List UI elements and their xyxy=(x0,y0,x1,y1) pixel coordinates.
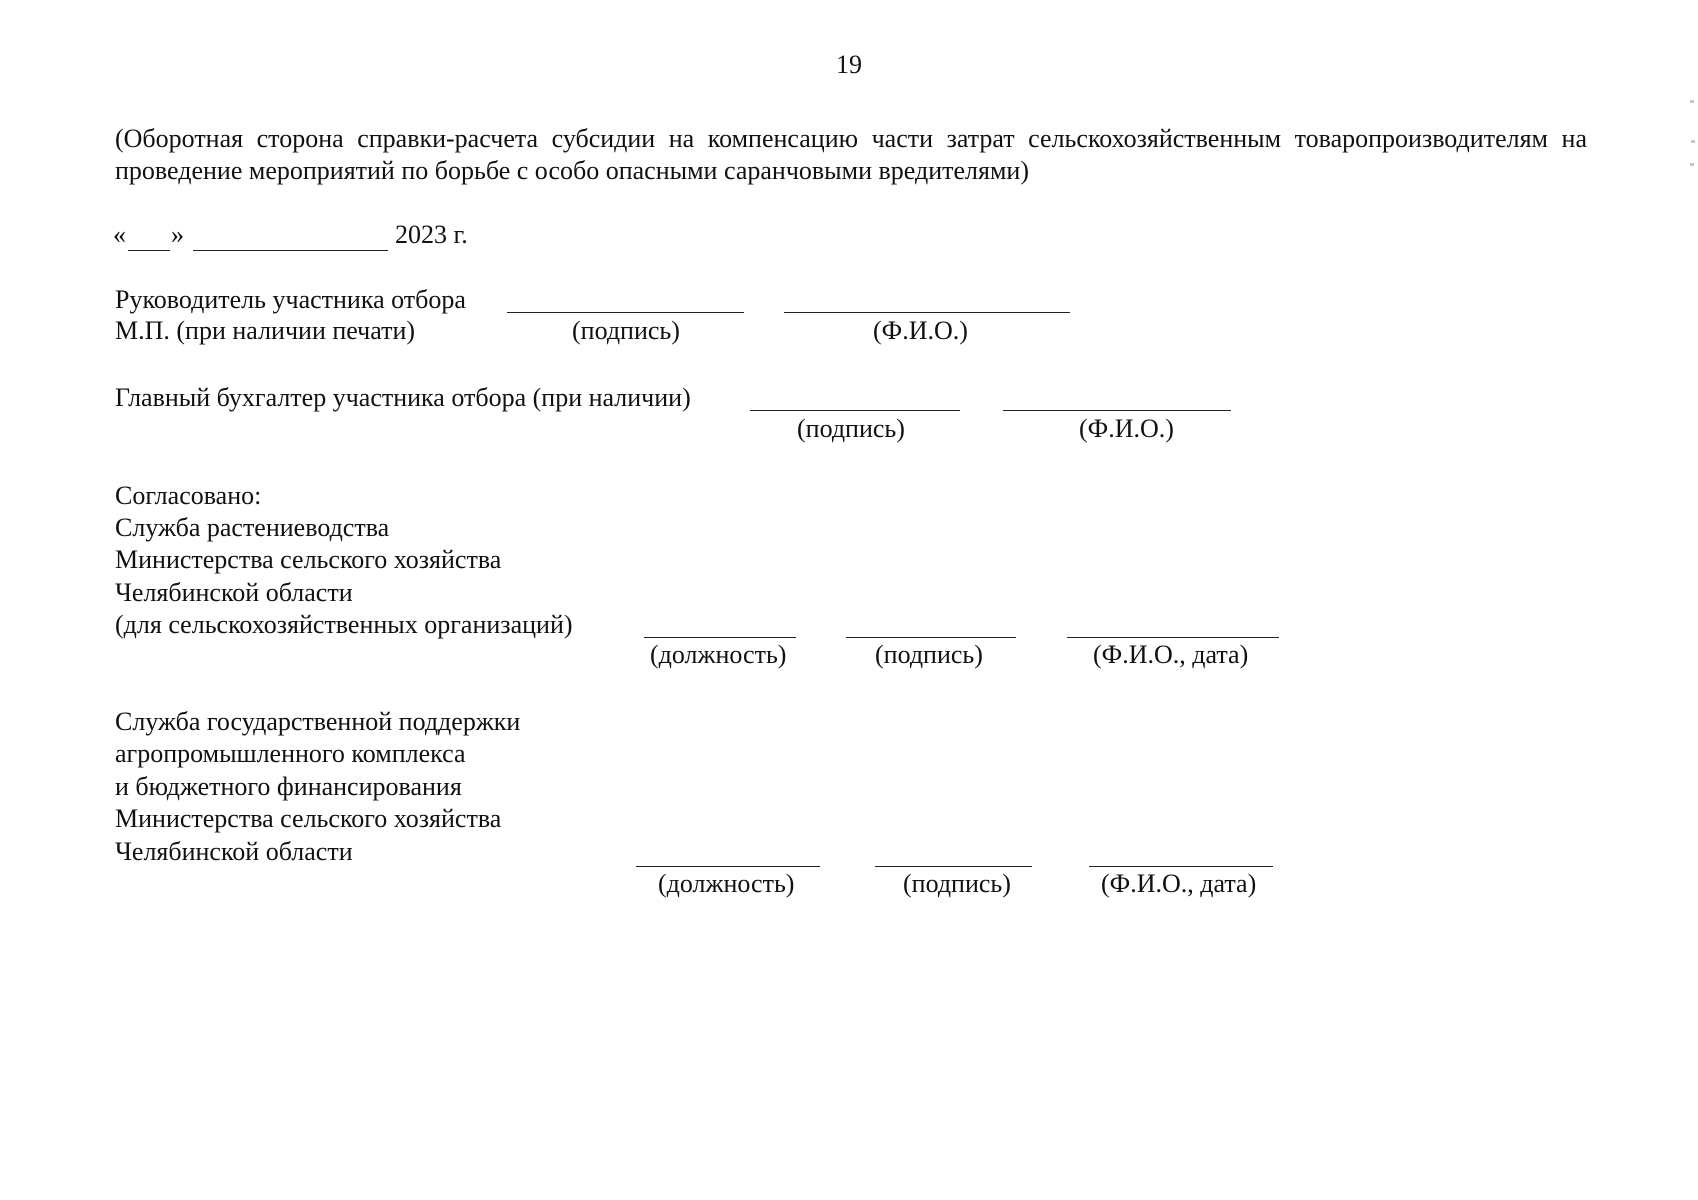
support-line: Служба государственной поддержки xyxy=(115,707,521,736)
agreed-signature-line xyxy=(846,637,1016,638)
head-signature-caption: (подпись) xyxy=(572,316,680,345)
head-name-caption: (Ф.И.О.) xyxy=(873,316,968,345)
accountant-name-caption: (Ф.И.О.) xyxy=(1079,414,1174,443)
agreed-name-caption: (Ф.И.О., дата) xyxy=(1093,640,1249,669)
stamp-label: М.П. (при наличии печати) xyxy=(115,316,416,345)
accountant-label: Главный бухгалтер участника отбора (при наличии) xyxy=(115,383,691,412)
support-line: Министерства сельского хозяйства xyxy=(115,804,502,833)
accountant-name-line xyxy=(1003,410,1231,411)
support-line: и бюджетного финансирования xyxy=(115,772,462,801)
agreed-line: (для сельскохозяйственных организаций) xyxy=(115,610,573,639)
head-name-line xyxy=(784,312,1070,313)
accountant-signature-line xyxy=(750,410,960,411)
support-position-line xyxy=(636,866,820,867)
date-close-quote: » xyxy=(171,220,184,249)
support-name-line xyxy=(1089,866,1273,867)
month-blank-line xyxy=(193,250,388,251)
agreed-position-line xyxy=(644,637,796,638)
support-signature-caption: (подпись) xyxy=(903,869,1011,898)
intro-paragraph: (Оборотная сторона справки-расчета субсидии на компенсацию части затрат сельскохозяйственным товаропроизводителям на проведение мероприятий по борьбе с особо опасными саранчовыми вредителями) xyxy=(115,124,1587,185)
accountant-signature-caption: (подпись) xyxy=(797,414,905,443)
agreed-line: Челябинской области xyxy=(115,578,353,607)
agreed-position-caption: (должность) xyxy=(650,640,787,669)
support-line: агропромышленного комплекса xyxy=(115,739,466,768)
support-signature-line xyxy=(875,866,1032,867)
date-year: 2023 г. xyxy=(395,220,468,249)
agreed-signature-caption: (подпись) xyxy=(875,640,983,669)
head-label: Руководитель участника отбора xyxy=(115,285,466,314)
scan-mark xyxy=(1691,140,1695,143)
day-blank-line xyxy=(128,250,170,251)
agreed-title: Согласовано: xyxy=(115,481,262,510)
support-name-caption: (Ф.И.О., дата) xyxy=(1101,869,1257,898)
scan-mark xyxy=(1690,163,1694,166)
agreed-line: Министерства сельского хозяйства xyxy=(115,545,502,574)
head-signature-line xyxy=(507,312,744,313)
agreed-line: Служба растениеводства xyxy=(115,513,390,542)
support-line: Челябинской области xyxy=(115,837,353,866)
agreed-name-line xyxy=(1067,637,1279,638)
support-position-caption: (должность) xyxy=(658,869,795,898)
date-open-quote: « xyxy=(113,220,126,249)
scan-mark xyxy=(1690,100,1694,103)
page-number: 19 xyxy=(836,50,862,79)
